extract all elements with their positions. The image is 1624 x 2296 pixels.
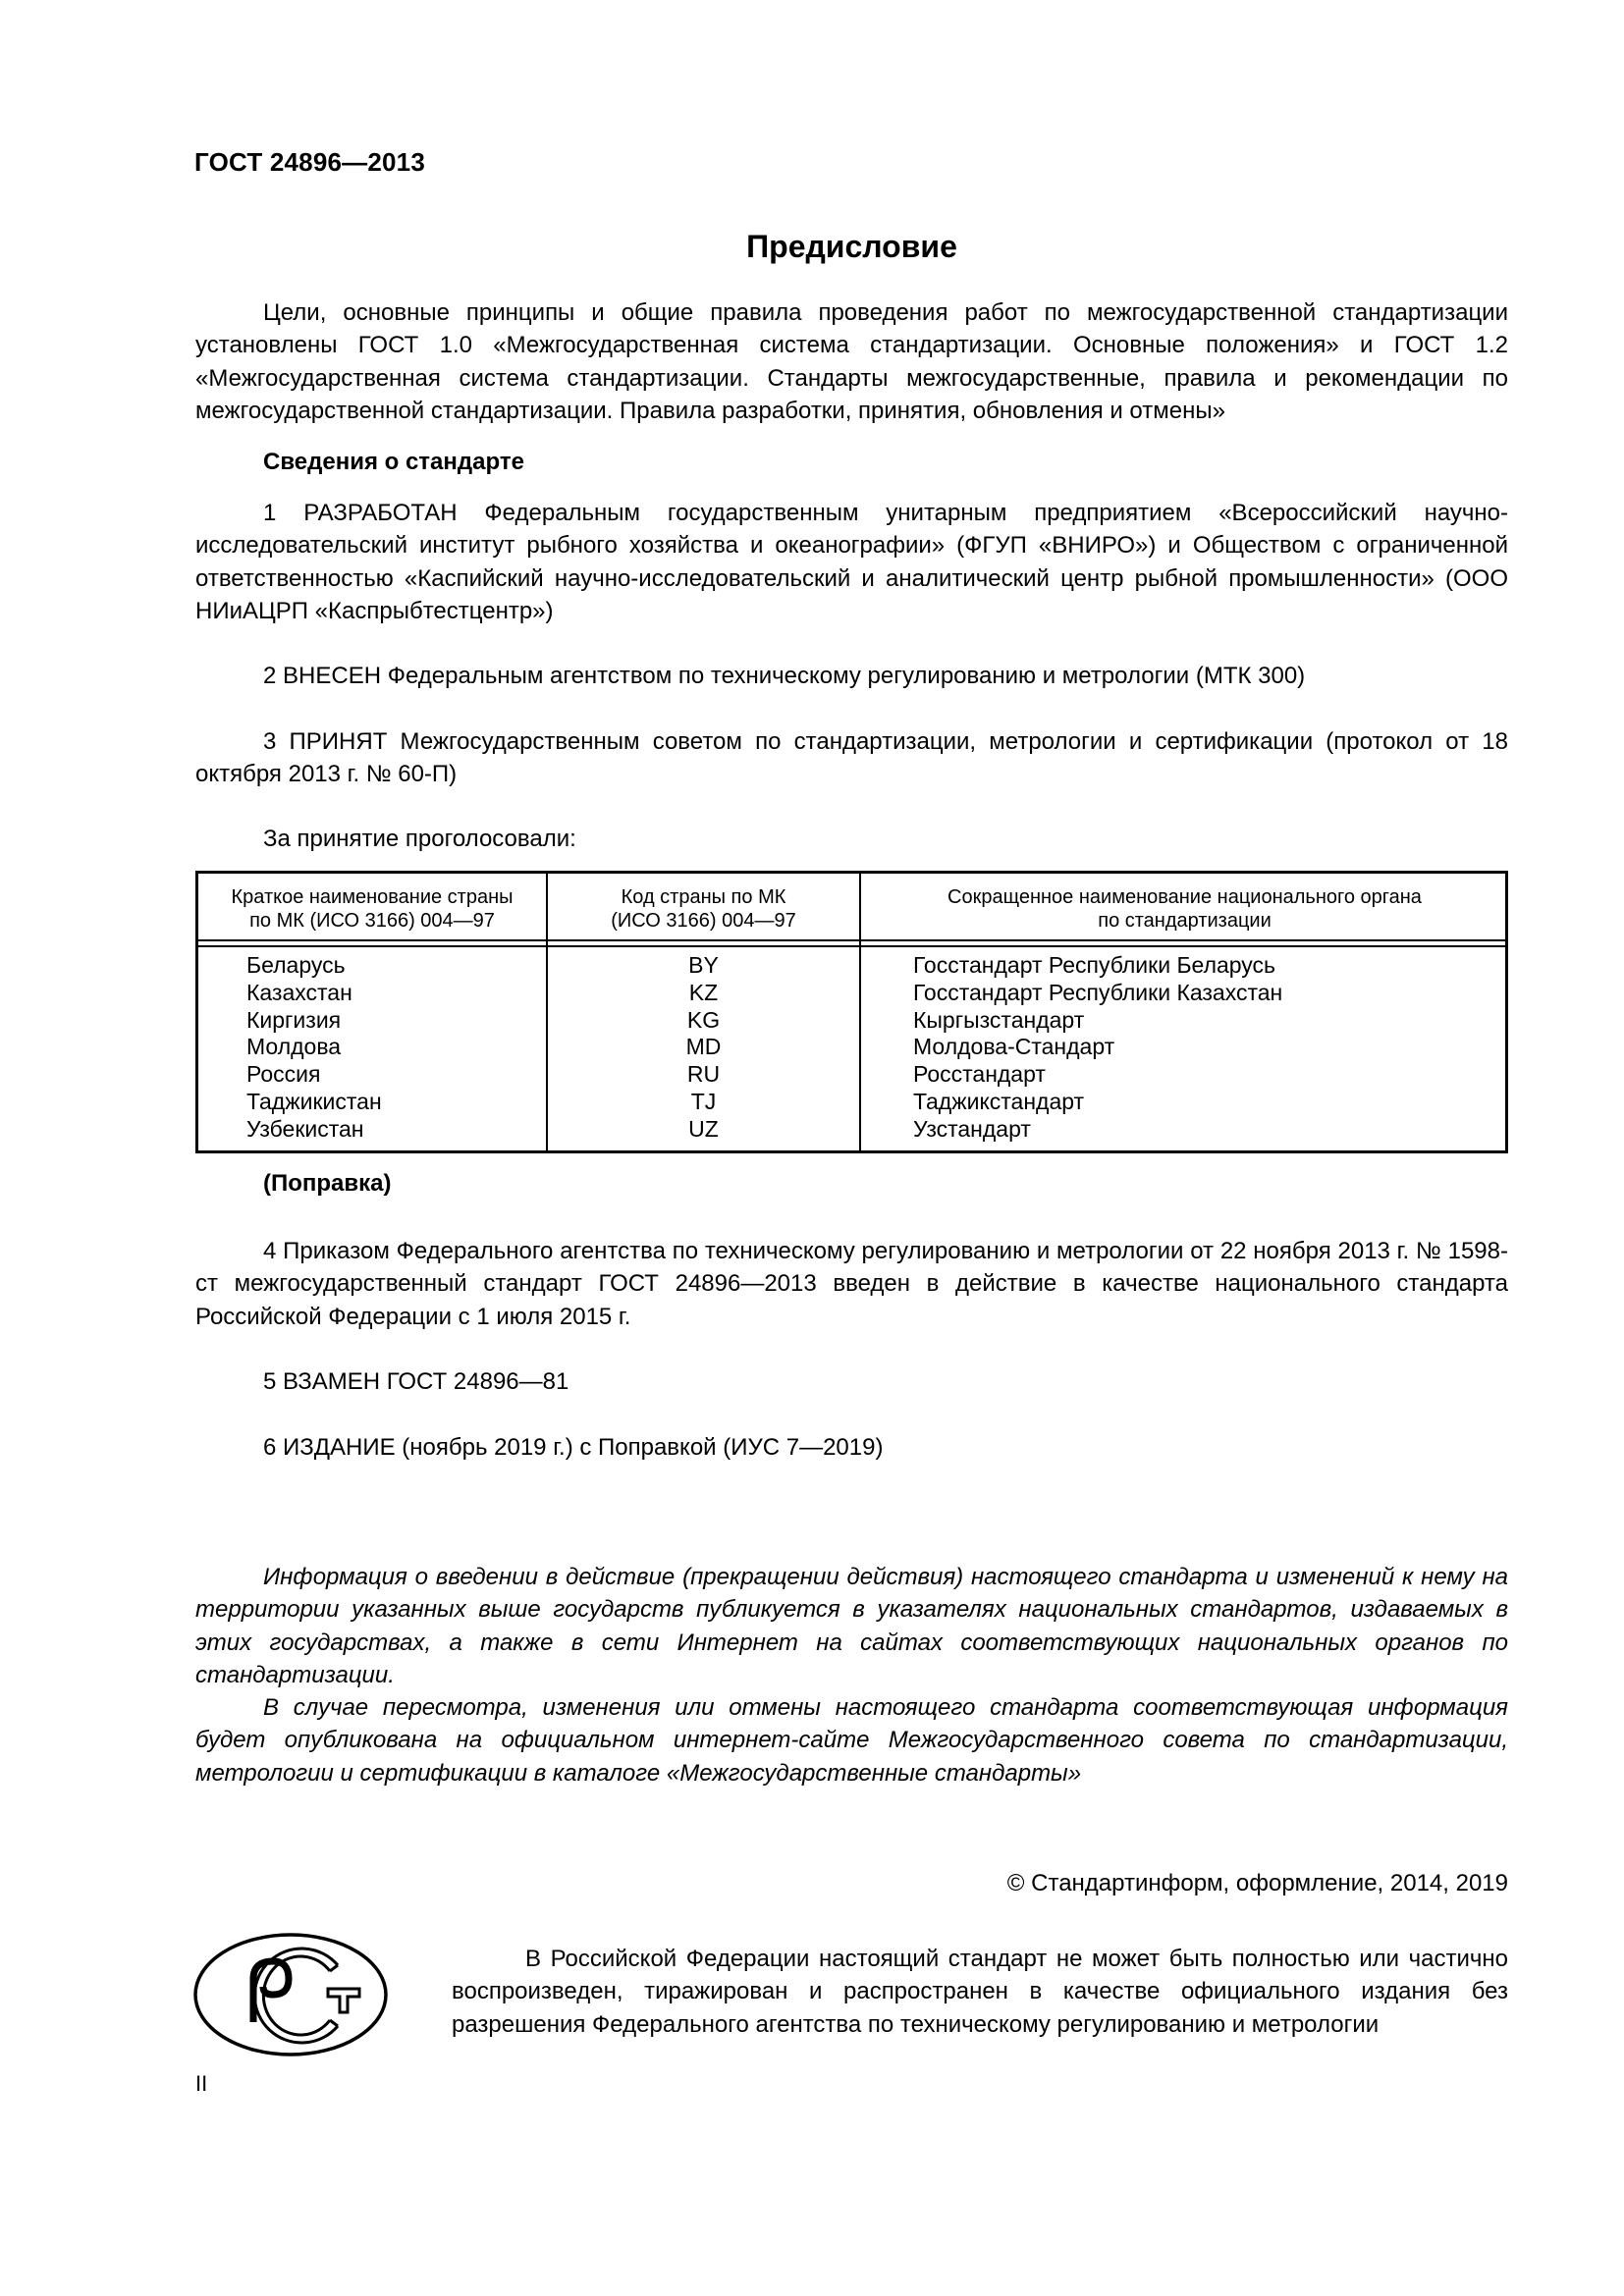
amendment-label: (Поправка) bbox=[263, 1170, 392, 1197]
voted-label: За принятие проголосовали: bbox=[263, 826, 576, 852]
table-cell-code: BY bbox=[688, 952, 719, 978]
table-cell-standards-body: Росстандарт bbox=[913, 1061, 1046, 1088]
table-cell-country: Узбекистан bbox=[246, 1115, 364, 1142]
table-cell-standards-body: Госстандарт Республики Беларусь bbox=[913, 952, 1276, 978]
table-cell-standards-body: Узстандарт bbox=[913, 1115, 1031, 1142]
item-4-order: 4 Приказом Федерального агентства по техническому регулированию и метрологии от 22 ноября 2013 г. № 1598-ст межгосударственный стандарт ГОСТ 24896—2013 введен в действие в качестве национального стандарта Российской Федерации с 1 июля 2015 г. bbox=[195, 1238, 1508, 1330]
intro-paragraph: Цели, основные принципы и общие правила проведения работ по межгосударственной стандартизации установлены ГОСТ 1.0 «Межгосударственная система стандартизации. Основные положения» и ГОСТ 1.2 «Межгосударственная система стандартизации. Стандарты межгосударственные, правила и рекомендации по межгосударственной стандартизации. Правила разработки, принятия, обновления и отмены» bbox=[195, 299, 1508, 424]
document-code: ГОСТ 24896—2013 bbox=[194, 147, 425, 177]
table-header-code: Код страны по МК (ИСО 3166) 004—97 bbox=[611, 886, 796, 932]
page-title: Предисловие bbox=[746, 229, 957, 264]
table-cell-country: Киргизия bbox=[246, 1006, 342, 1033]
item-2-submitted: 2 ВНЕСЕН Федеральным агентством по техническому регулированию и метрологии (МТК 300) bbox=[263, 663, 1306, 689]
item-1-developed: 1 РАЗРАБОТАН Федеральным государственным унитарным предприятием «Всероссийский научно-исследовательский институт рыбного хозяйства и океанографии» (ФГУП «ВНИРО») и Обществом с ограниченной ответственностью «Каспийский научно-исследовательский и аналитический центр рыбной промышленности» (ООО НИиАЦРП «Каспрыбтестцентр») bbox=[195, 500, 1508, 624]
notice-paragraph-1: Информация о введении в действие (прекращении действия) настоящего стандарта и изменений к нему на территории указанных выше государств публикуется в указателях национальных стандартов, издаваемых в этих государствах, а также в сети Интернет на сайтах соответствующих национальных органов по стандартизации. bbox=[195, 1564, 1508, 1688]
table-cell-standards-body: Кыргызстандарт bbox=[913, 1006, 1085, 1033]
code-column bbox=[548, 952, 859, 1144]
info-heading: Сведения о стандарте bbox=[263, 449, 524, 475]
pct-certification-logo-icon bbox=[192, 1932, 389, 2057]
table-cell-country: Россия bbox=[246, 1061, 321, 1088]
table-cell-code: MD bbox=[685, 1034, 722, 1060]
table-cell-country: Таджикистан bbox=[246, 1088, 382, 1114]
table-cell-country: Молдова bbox=[246, 1034, 342, 1060]
country-column bbox=[246, 952, 382, 1144]
table-cell-standards-body: Таджикстандарт bbox=[913, 1088, 1085, 1114]
page-number: II bbox=[195, 2071, 208, 2096]
copyright-line: © Стандартинформ, оформление, 2014, 2019 bbox=[1006, 1870, 1508, 1896]
table-cell-country: Беларусь bbox=[246, 952, 346, 978]
table-cell-code: TJ bbox=[690, 1088, 717, 1114]
notice-paragraph-2: В случае пересмотра, изменения или отмены настоящего стандарта соответствующая информация будет опубликована на официальном интернет-сайте Межгосударственного совета по стандартизации, метрологии и сертификации в каталоге «Межгосударственные стандарты» bbox=[195, 1694, 1508, 1787]
item-6-edition: 6 ИЗДАНИЕ (ноябрь 2019 г.) с Поправкой (ИУС 7—2019) bbox=[263, 1434, 884, 1461]
table-cell-standards-body: Молдова-Стандарт bbox=[913, 1034, 1115, 1060]
voting-countries-table bbox=[195, 871, 1508, 1153]
table-cell-code: UZ bbox=[688, 1115, 719, 1142]
table-cell-code: RU bbox=[686, 1061, 721, 1088]
table-cell-code: KG bbox=[686, 1006, 721, 1033]
header-double-rule bbox=[198, 939, 1505, 947]
table-cell-code: KZ bbox=[688, 979, 719, 1005]
table-header-country: Краткое наименование страны по МК (ИСО 3166) 004—97 bbox=[231, 886, 514, 932]
standards-body-column bbox=[913, 952, 1282, 1144]
table-cell-country: Казахстан bbox=[246, 979, 352, 1005]
item-5-replaces: 5 ВЗАМЕН ГОСТ 24896—81 bbox=[263, 1368, 569, 1395]
item-3-adopted: 3 ПРИНЯТ Межгосударственным советом по стандартизации, метрологии и сертификации (протокол от 18 октября 2013 г. № 60-П) bbox=[195, 728, 1508, 788]
reproduction-notice: В Российской Федерации настоящий стандарт не может быть полностью или частично воспроизведен, тиражирован и распространен в качестве официального издания без разрешения Федерального агентства по техническому регулированию и метрологии bbox=[452, 1946, 1508, 2038]
table-header-body: Сокращенное наименование национального органа по стандартизации bbox=[947, 886, 1422, 932]
table-cell-standards-body: Госстандарт Республики Казахстан bbox=[913, 979, 1283, 1005]
